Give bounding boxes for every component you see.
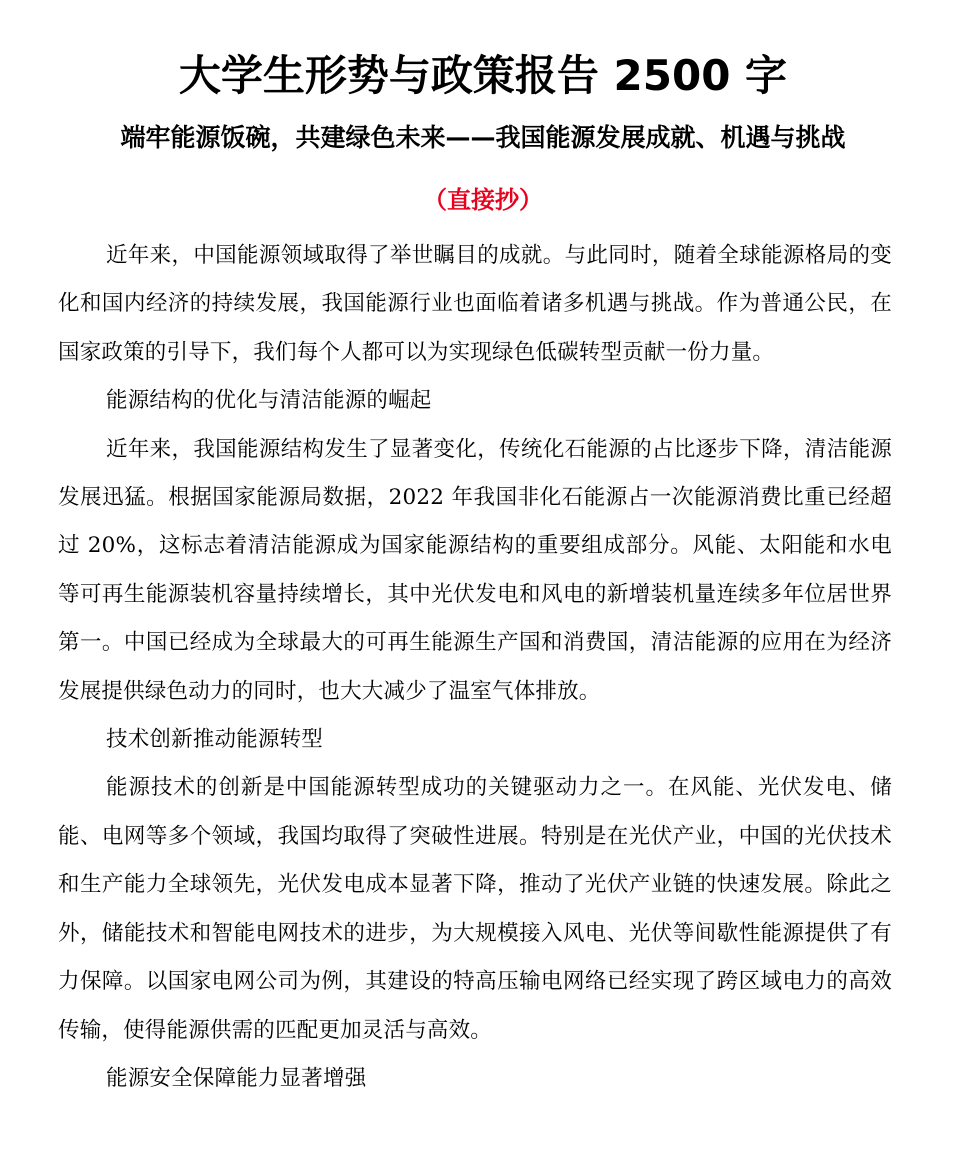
section-heading: 能源安全保障能力显著增强 xyxy=(106,1065,367,1091)
section-heading: 能源结构的优化与清洁能源的崛起 xyxy=(106,388,432,414)
document-body xyxy=(58,232,892,1103)
document-title: 大学生形势与政策报告 2500 字 xyxy=(178,51,788,100)
body-paragraph: 近年来，我国能源结构发生了显著变化，传统化石能源的占比逐步下降，清洁能源发展迅猛。根据国家能源局数据，2022 年我国非化石能源占一次能源消费比重已经超过 20%，这标志着清洁能源成为国家能源结构的重要组成部分。风能、太阳能和水电等可再生能源装机容量持续增长，其中光伏发电和风电的新增装机量连续多年位居世界第一。中国已经成为全球最大的可再生能源生产国和消费国，清洁能源的应用在为经济发展提供绿色动力的同时，也大大减少了温室气体排放。 xyxy=(58,436,892,704)
intro-paragraph: 近年来，中国能源领域取得了举世瞩目的成就。与此同时，随着全球能源格局的变化和国内经济的持续发展，我国能源行业也面临着诸多机遇与挑战。作为普通公民，在国家政策的引导下，我们每个人都可以为实现绿色低碳转型贡献一份力量。 xyxy=(58,243,892,365)
document-subtitle: 端牢能源饭碗，共建绿色未来——我国能源发展成就、机遇与挑战 xyxy=(120,123,846,152)
copy-note: （直接抄） xyxy=(423,186,543,214)
section-heading: 技术创新推动能源转型 xyxy=(106,727,324,753)
body-paragraph: 能源技术的创新是中国能源转型成功的关键驱动力之一。在风能、光伏发电、储能、电网等多个领域，我国均取得了突破性进展。特别是在光伏产业，中国的光伏技术和生产能力全球领先，光伏发电成本显著下降，推动了光伏产业链的快速发展。除此之外，储能技术和智能电网技术的进步，为大规模接入风电、光伏等间歇性能源提供了有力保障。以国家电网公司为例，其建设的特高压输电网络已经实现了跨区域电力的高效传输，使得能源供需的匹配更加灵活与高效。 xyxy=(58,775,892,1043)
